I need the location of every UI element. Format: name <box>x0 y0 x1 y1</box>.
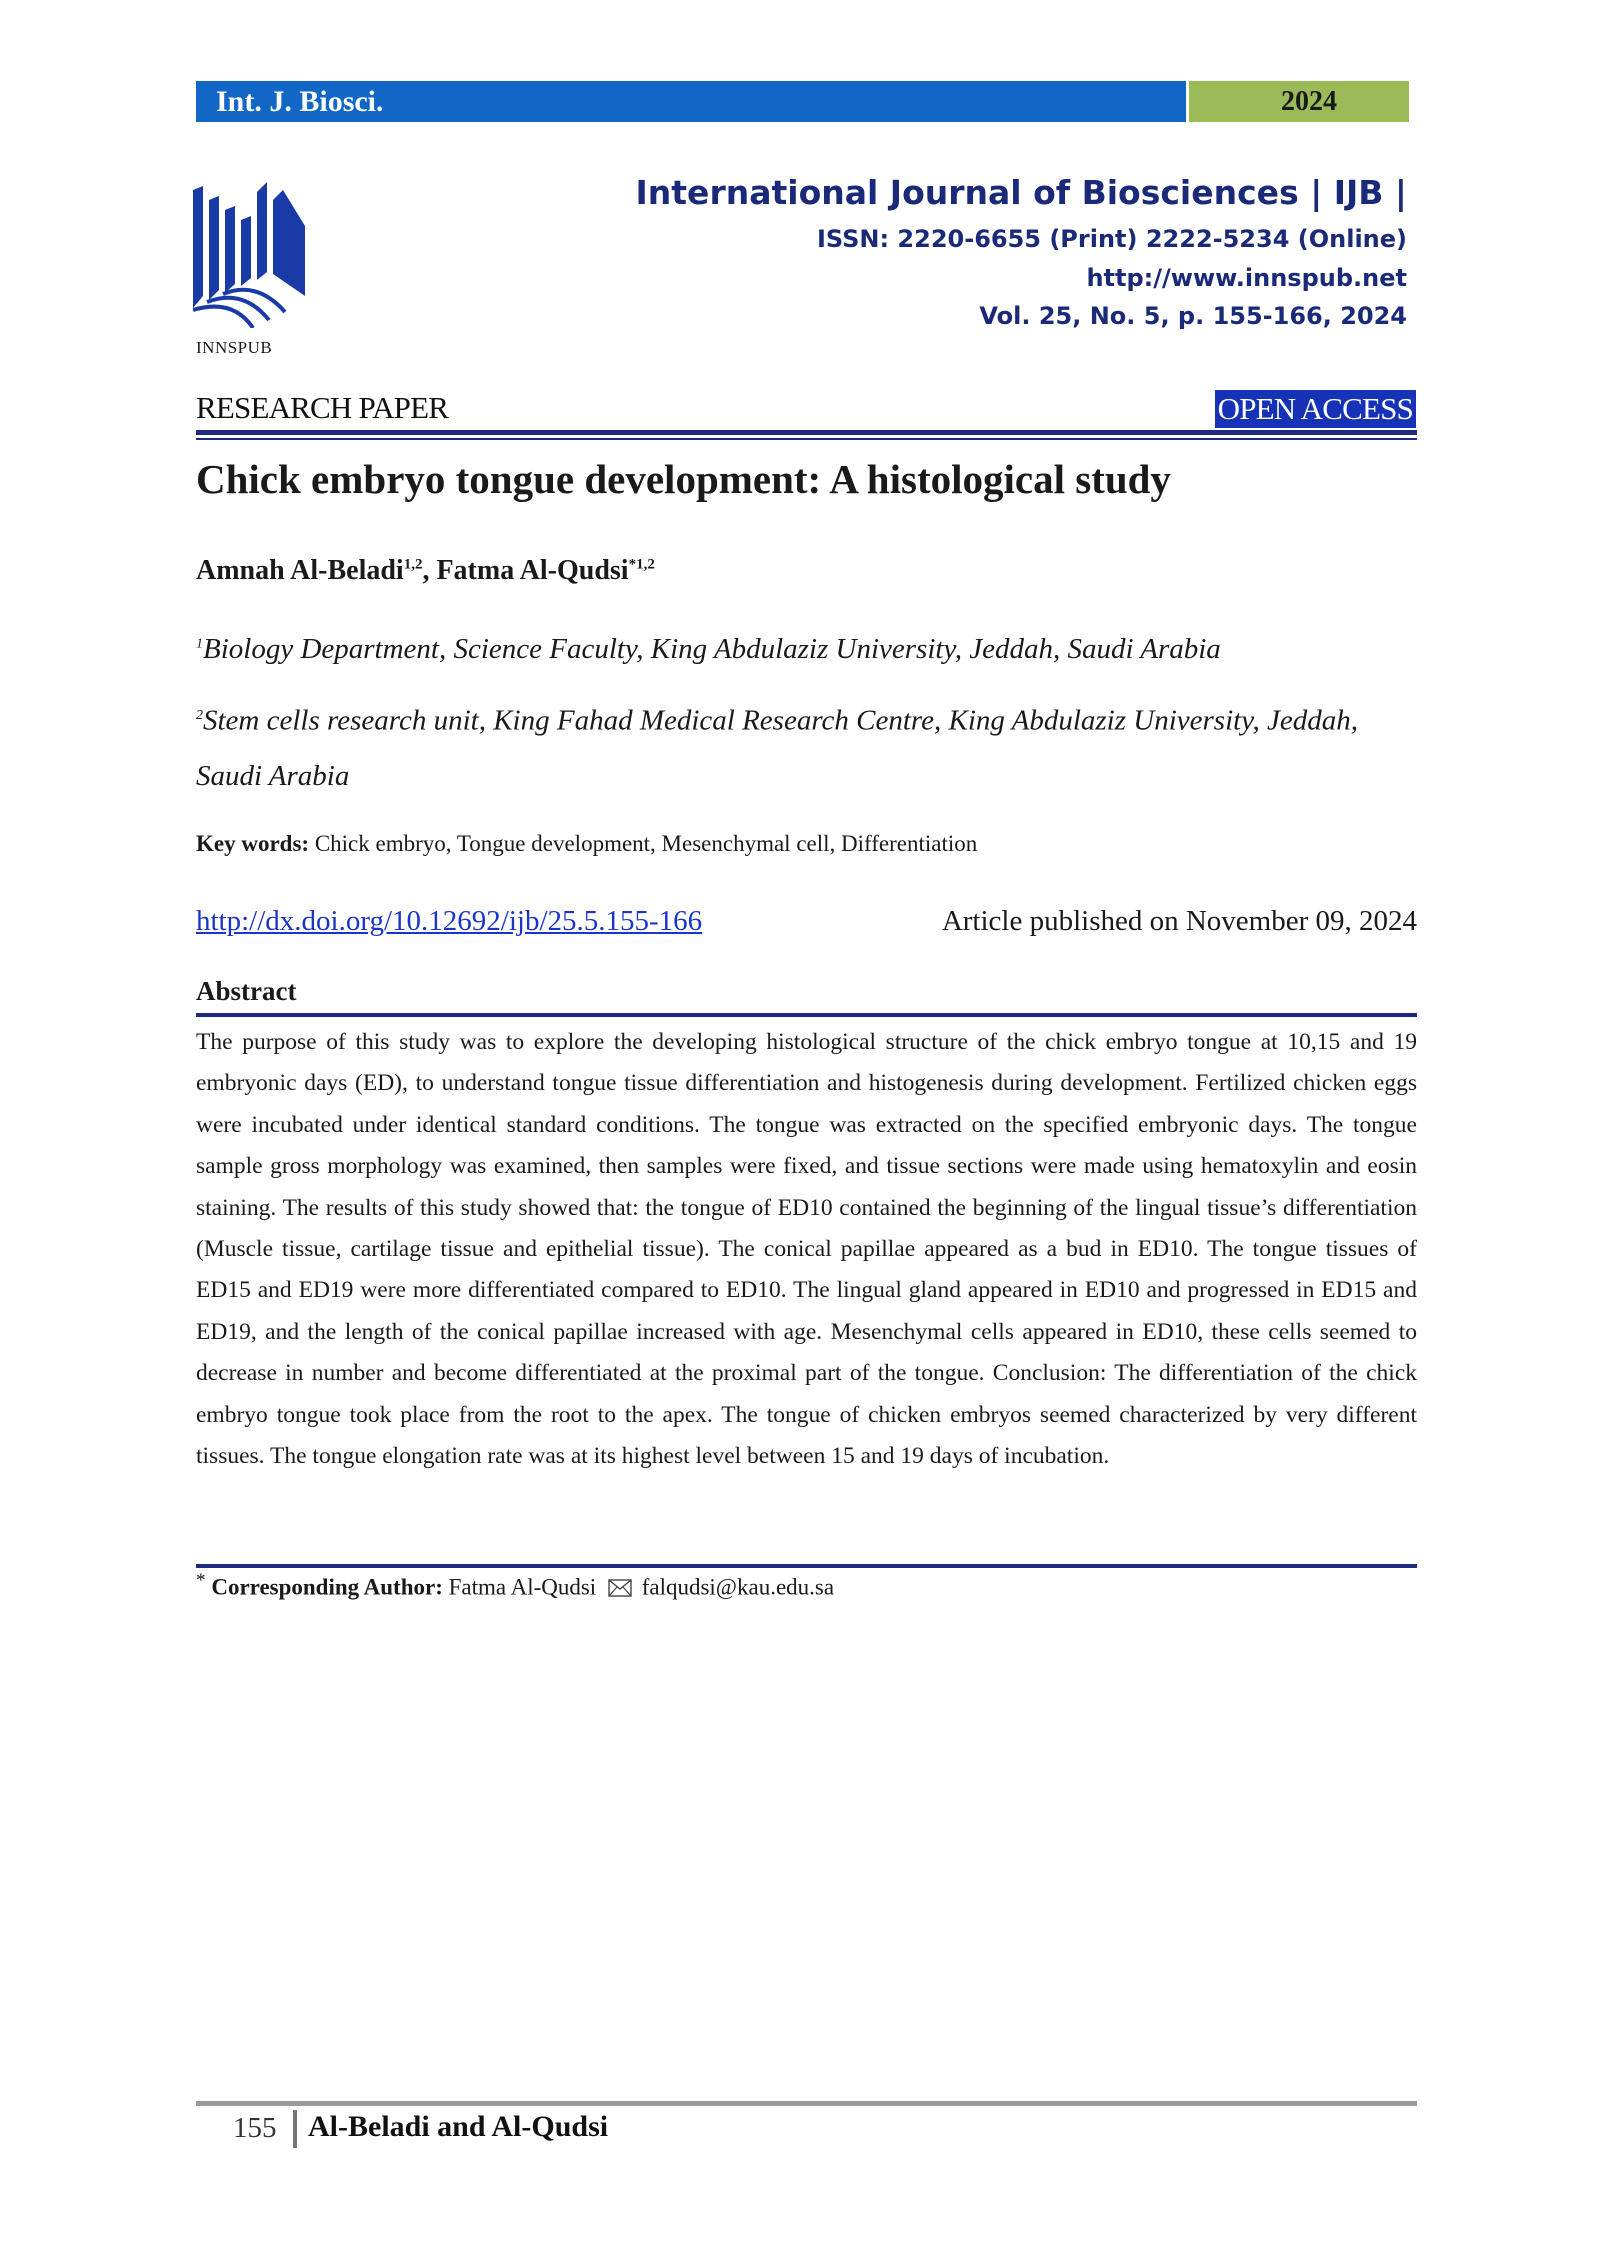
author-affil-sup: *1,2 <box>628 556 655 573</box>
banner-year: 2024 <box>1189 81 1409 122</box>
paper-type: RESEARCH PAPER <box>196 390 449 425</box>
header-rule <box>196 430 1417 435</box>
banner-journal-abbrev: Int. J. Biosci. <box>196 81 1186 122</box>
affiliation-text: Stem cells research unit, King Fahad Medical Research Centre, King Abdulaziz University, Jeddah, Saudi Arabia <box>196 704 1358 792</box>
abstract-rule-top <box>196 1013 1417 1017</box>
author-list <box>196 555 655 587</box>
doi-link[interactable]: http://dx.doi.org/10.12692/ijb/25.5.155-166 <box>196 905 703 937</box>
corresponding-star: * <box>196 1570 206 1591</box>
author-affil-sup: 1,2 <box>403 556 423 573</box>
keywords-list: Chick embryo, Tongue development, Mesenchymal cell, Differentiation <box>314 831 978 856</box>
abstract-body: The purpose of this study was to explore the developing histological structure of the chick embryo tongue at 10,15 and 19 embryonic days (ED), to understand tongue tissue differentiation and histogenesis during development. Fertilized chicken eggs were incubated under identical standard conditions. The tongue was extracted on the specified embryonic days. The tongue sample gross morphology was examined, then samples were fixed, and tissue sections were made using hematoxylin and eosin staining. The results of this study showed that: the tongue of ED10 contained the beginning of the lingual tissue’s differentiation (Muscle tissue, cartilage tissue and epithelial tissue). The conical papillae appeared as a bud in ED10. The tongue tissues of ED15 and ED19 were more differentiated compared to ED10. The lingual gland appeared in ED10 and progressed in ED15 and ED19, and the length of the conical papillae increased with age. Mesenchymal cells appeared in ED10, these cells seemed to decrease in number and become differentiated at the proximal part of the tongue. Conclusion: The differentiation of the chick embryo tongue took place from the root to the apex. The tongue of chicken embryos seemed characterized by very different tissues. The tongue elongation rate was at its highest level between 15 and 19 days of incubation. <box>196 1029 1417 1470</box>
corresponding-name: Fatma Al-Qudsi <box>448 1574 597 1600</box>
affiliation-number: 1 <box>196 636 203 652</box>
issn: ISSN: 2220-6655 (Print) 2222-5234 (Online) <box>816 225 1407 253</box>
author-name: Fatma Al-Qudsi <box>436 555 629 586</box>
author-name: Amnah Al-Beladi <box>196 555 404 586</box>
affiliation <box>196 633 1221 666</box>
journal-url[interactable]: http://www.innspub.net <box>1086 264 1407 292</box>
corresponding-label: Corresponding Author: <box>211 1574 443 1600</box>
abstract-heading: Abstract <box>196 976 297 1006</box>
page-number: 155 <box>233 2112 277 2144</box>
author-separator: , <box>422 555 437 586</box>
journal-name: International Journal of Biosciences | IJB | <box>635 173 1407 212</box>
abstract-rule-bottom <box>196 1564 1417 1568</box>
corresponding-author <box>196 1570 834 1601</box>
open-access-badge: OPEN ACCESS <box>1215 390 1416 428</box>
affiliation-number: 2 <box>196 708 203 723</box>
corresponding-email[interactable]: falqudsi@kau.edu.sa <box>641 1574 835 1600</box>
footer-divider <box>293 2110 297 2148</box>
keywords-row <box>196 831 977 857</box>
mail-icon <box>608 1579 632 1597</box>
paper-title: Chick embryo tongue development: A histological study <box>196 456 1171 502</box>
footer-authors: Al-Beladi and Al-Qudsi <box>308 2110 609 2143</box>
publication-date: Article published on November 09, 2024 <box>941 905 1417 937</box>
keywords-label: Key words: <box>196 831 310 856</box>
affiliation <box>196 688 1416 804</box>
innspub-logo <box>193 178 311 328</box>
affiliation-text: Biology Department, Science Faculty, King Abdulaziz University, Jeddah, Saudi Arabia <box>203 633 1221 665</box>
footer-rule <box>196 2101 1417 2106</box>
volume-info: Vol. 25, No. 5, p. 155-166, 2024 <box>979 302 1407 330</box>
header-rule-thin <box>196 438 1417 440</box>
logo-text: INNSPUB <box>196 338 273 357</box>
